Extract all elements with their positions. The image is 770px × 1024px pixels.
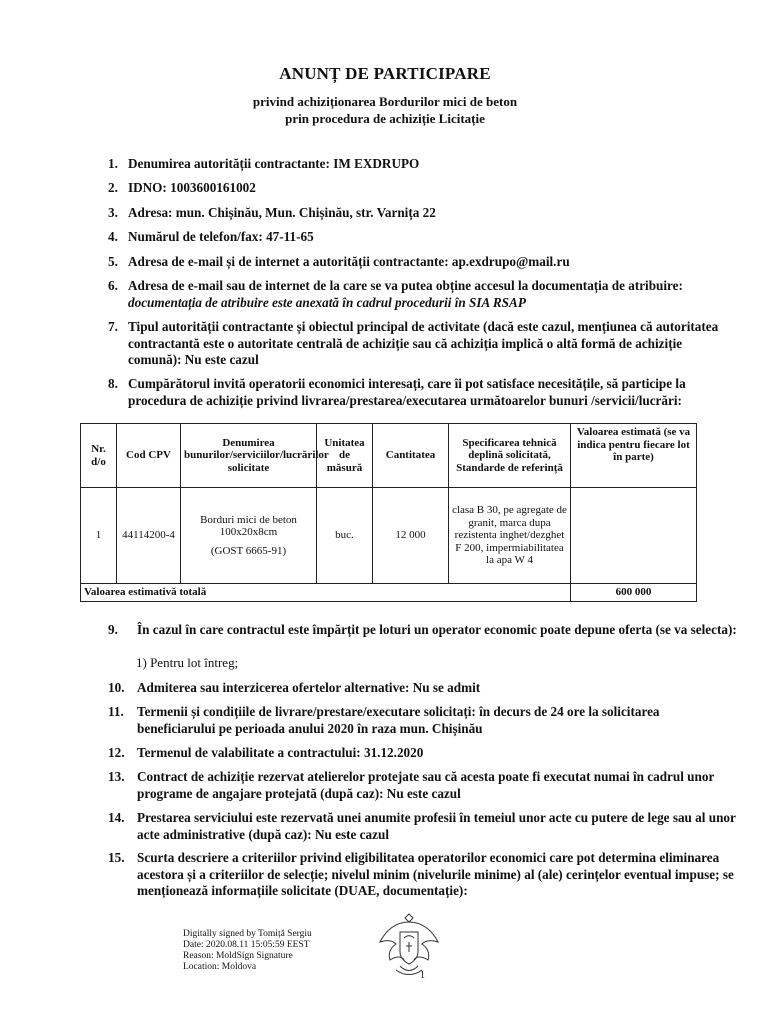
cell-nr: 1 <box>81 488 117 584</box>
item-11: 11. Termenii și condițiile de livrare/prestare/executare solicitați: în decurs de 24 ore la solicitarea beneficiarului pe perioada anului 2020 în raza mun. Chișinău <box>108 704 660 736</box>
cell-value <box>571 488 697 584</box>
document-subtitle: privind achiziționarea Bordurilor mici de beton <box>252 94 518 109</box>
cell-unit: buc. <box>317 488 373 584</box>
header-name: Denumirea bunurilor/serviciilor/lucrărilor solicitate <box>181 424 317 488</box>
item-13: 13. Contract de achiziție rezervat atelierelor protejate sau că acesta poate fi executat numai în cadrul unor programe de angajare protejată (după caz): Nu este cazul <box>108 769 715 801</box>
item-3: 3. Adresa: mun. Chișinău, Mun. Chișinău, str. Varnița 22 <box>108 205 436 220</box>
cell-name: Borduri mici de beton 100x20x8cm (GOST 6665-91) <box>181 488 317 584</box>
item-15: 15. Scurta descriere a criteriilor privind eligibilitatea operatorilor economici care pot determina eliminarea acestora și a criteriilor de selecție; nivelul minim (nivelurile minime) al (ale) cerințelor eventual impuse; se menționează informațiile solicitate (DUAE, documentație): <box>108 850 734 898</box>
table-header-row <box>81 424 697 488</box>
total-value: 600 000 <box>571 584 697 602</box>
item-10: 10. Admiterea sau interzicerea ofertelor alternative: Nu se admit <box>108 680 481 695</box>
cell-cpv: 44114200-4 <box>117 488 181 584</box>
item-1: 1. Denumirea autorității contractante: IM EXDRUPO <box>108 156 420 171</box>
item-8: 8. Cumpărătorul invită operatorii economici interesați, care îi pot satisface necesitățile, să participe la procedura de achiziție privind livrarea/prestarea/executarea următoarelor bunuri /servicii/lucrări: <box>108 376 686 408</box>
item-12: 12. Termenul de valabilitate a contractului: 31.12.2020 <box>108 745 424 760</box>
item-9: 9. În cazul în care contractul este împărțit pe loturi un operator economic poate depune oferta (se va selecta): <box>108 622 737 637</box>
header-spec: Specificarea tehnică deplină solicitată, Standarde de referință <box>449 424 571 488</box>
item-14: 14. Prestarea serviciului este rezervată unei anumite profesii în temeiul unor acte cu putere de lege sau al unor acte administrative (după caz): Nu este cazul <box>108 810 736 842</box>
header-qty: Cantitatea <box>373 424 449 488</box>
table-row <box>81 488 697 584</box>
documentation-link-text: documentația de atribuire este anexată în cadrul procedurii în SIA RSAP <box>128 294 526 310</box>
procedure-type: prin procedura de achiziție Licitație <box>285 111 485 126</box>
digital-signature: Digitally signed by Tomiță Sergiu Date: 2020.08.11 15:05:59 EEST Reason: MoldSign Signature Location: Moldova <box>183 929 312 972</box>
document-title: ANUNȚ DE PARTICIPARE <box>279 64 491 83</box>
header-unit: Unitatea de măsură <box>317 424 373 488</box>
item-5: 5. Adresa de e-mail și de internet a autorității contractante: ap.exdrupo@mail.ru <box>108 254 570 269</box>
item-7: 7. Tipul autorității contractante și obiectul principal de activitate (dacă este cazul, mențiunea că autoritatea contractantă este o autoritate centrală de achiziție sau că achiziția implică o altă formă de achiziție comună): Nu este cazul <box>108 319 719 367</box>
total-label: Valoarea estimativă totală <box>81 584 571 602</box>
header-value: Valoarea estimată (se va indica pentru fiecare lot în parte) <box>571 424 697 488</box>
item-4: 4. Numărul de telefon/fax: 47-11-65 <box>108 229 314 244</box>
cell-spec: clasa B 30, pe agregate de granit, marca dupa rezistenta inghet/dezghet F 200, impermiabilitatea la apa W 4 <box>449 488 571 584</box>
item-6: 6. Adresa de e-mail sau de internet de la care se va putea obține accesul la documentația de atribuire: documentația de atribuire este anexată în cadrul procedurii în SIA RSAP <box>108 278 683 310</box>
lot-option: 1) Pentru lot întreg; <box>136 655 239 670</box>
cell-qty: 12 000 <box>373 488 449 584</box>
procurement-table <box>80 423 697 602</box>
coat-of-arms-icon <box>376 908 442 980</box>
page-number: 1 <box>420 970 425 981</box>
header-nr: Nr. d/o <box>81 424 117 488</box>
header-cpv: Cod CPV <box>117 424 181 488</box>
item-2: 2. IDNO: 1003600161002 <box>108 180 256 195</box>
table-total-row <box>81 584 697 602</box>
